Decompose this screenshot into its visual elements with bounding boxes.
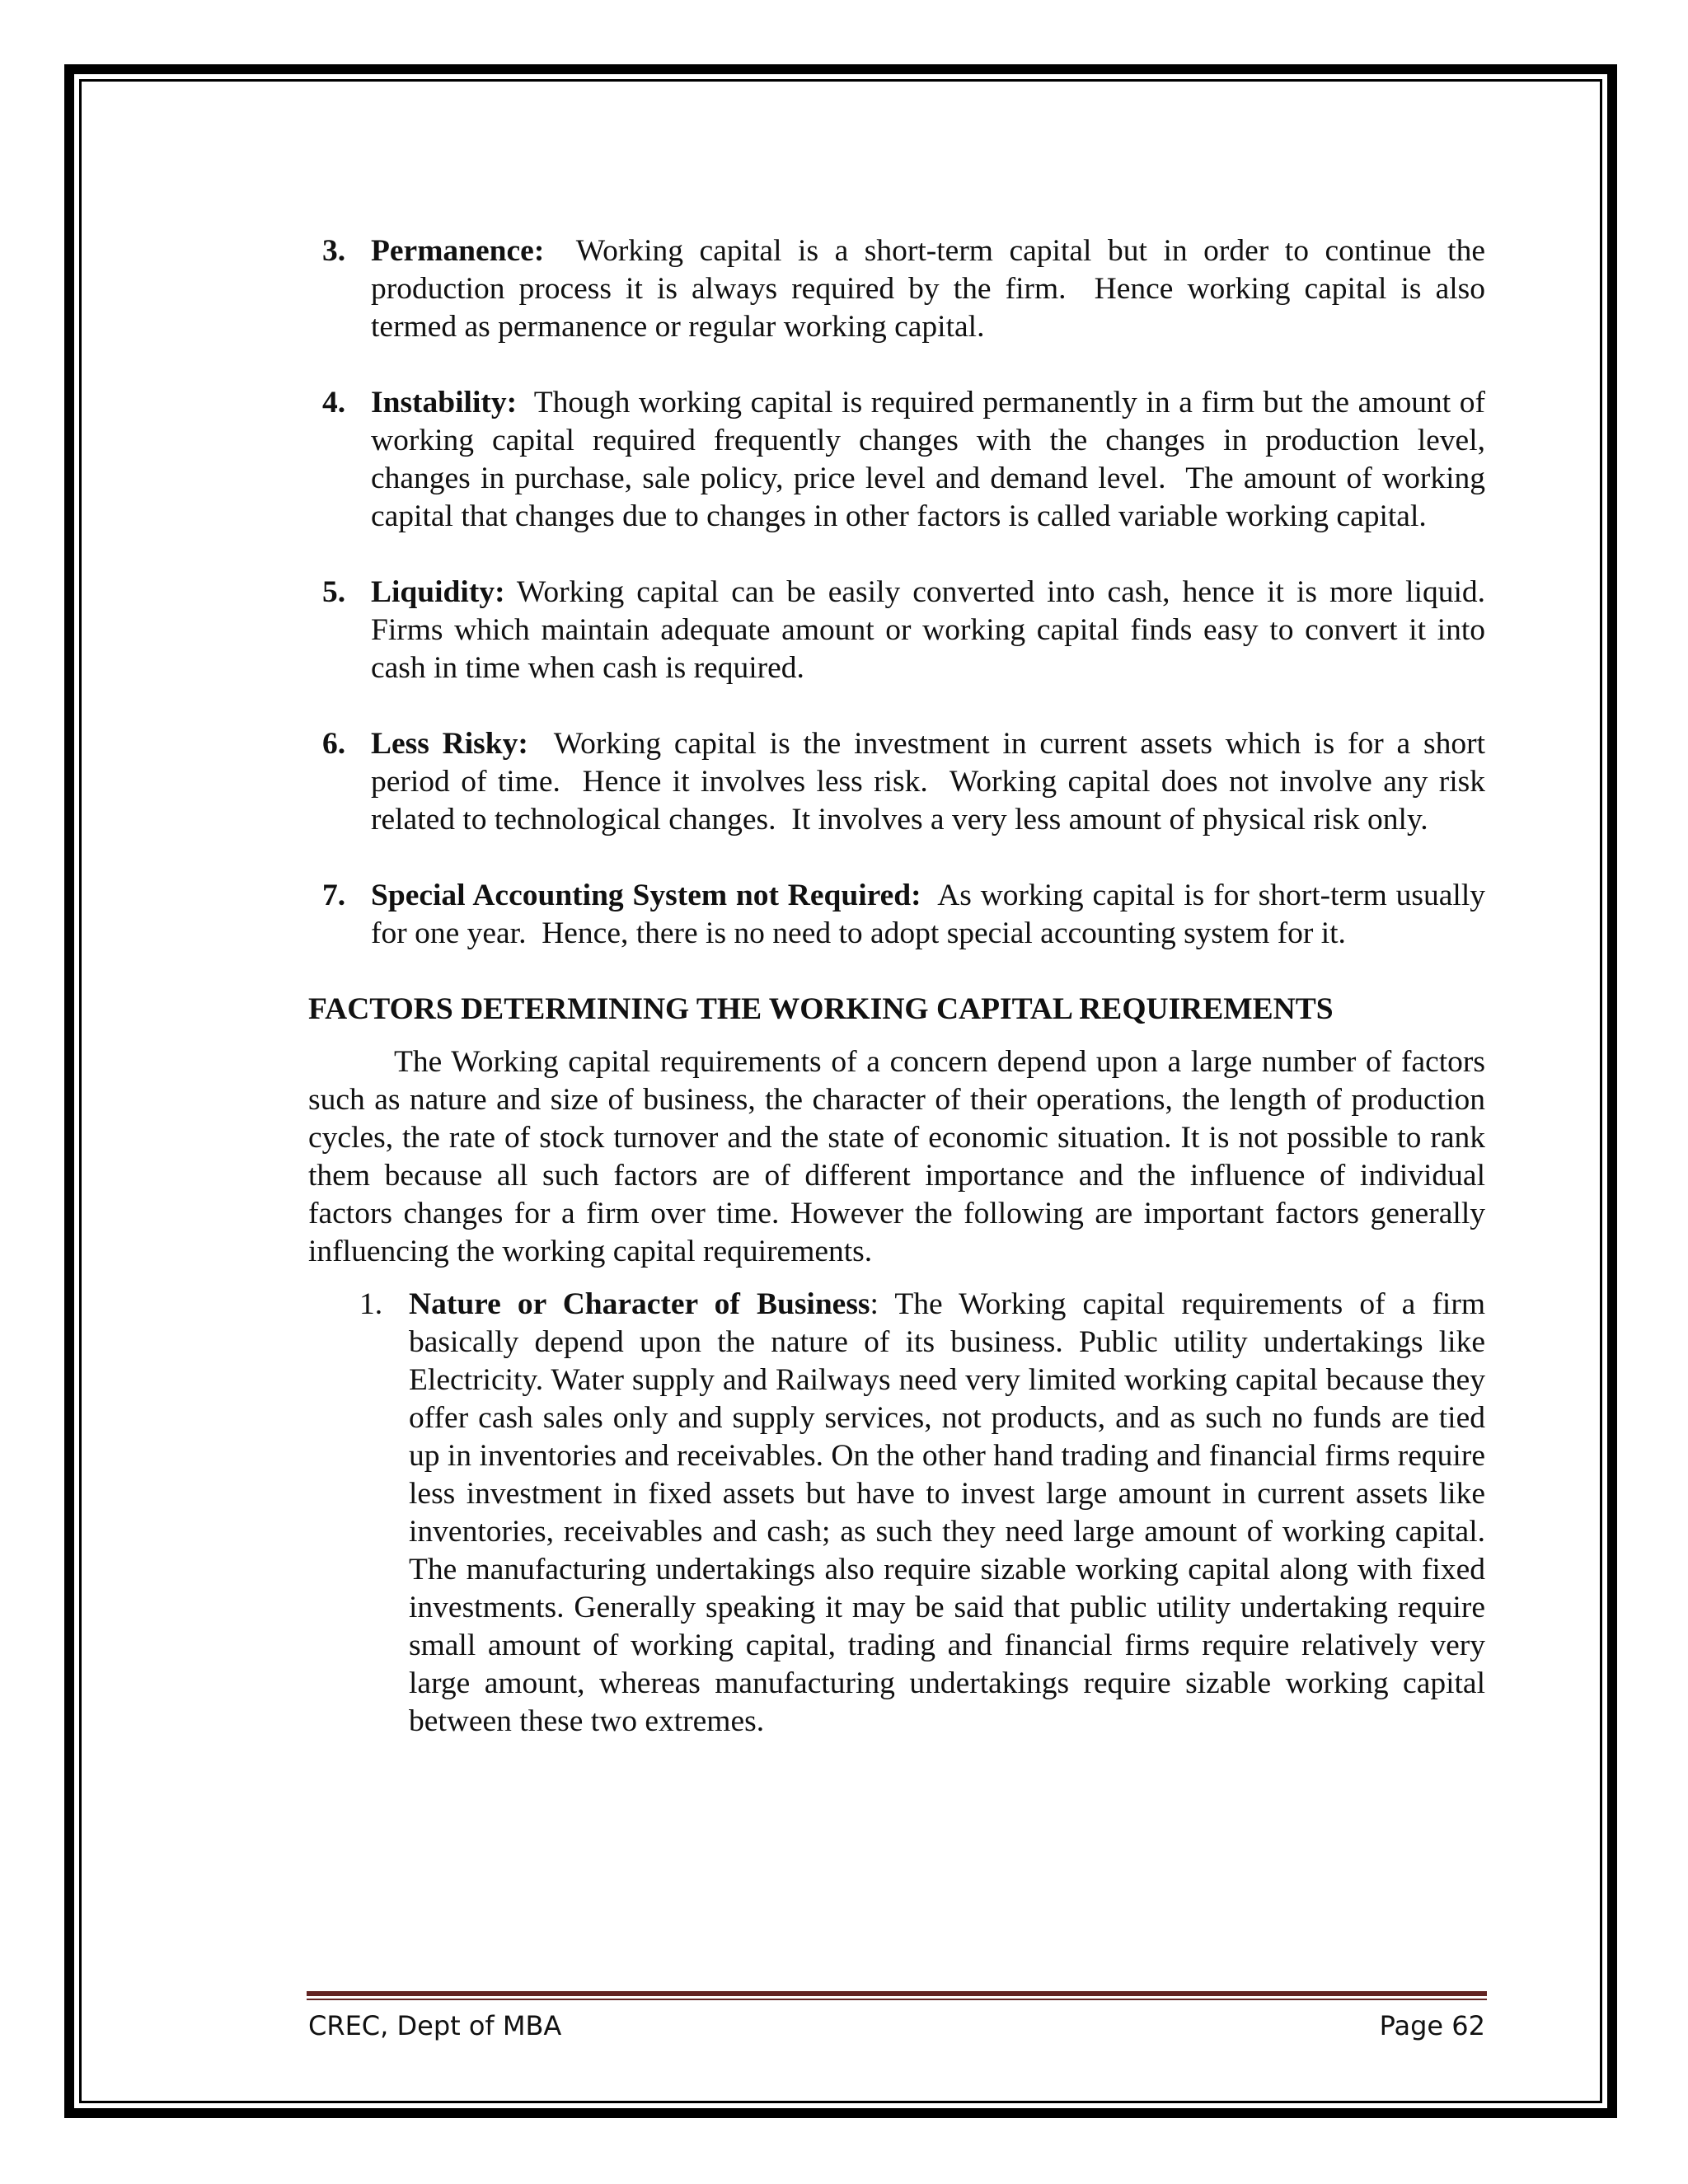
item-number: 5.	[322, 575, 346, 609]
item-text: Though working capital is required permanently in a firm but the amount of working capital required frequently changes with the changes in production level, changes in purchase, sale policy, price level and demand level. The amount of working capital that changes due to changes in other factors is called variable working capital.	[371, 386, 1493, 533]
item-title: Less Risky:	[371, 727, 528, 761]
list-item	[308, 877, 1493, 953]
list-item	[308, 574, 1501, 687]
item-text: As working capital is for short-term usually for one year. Hence, there is no need to adopt special accounting system for it.	[371, 879, 1493, 950]
item-text: Working capital can be easily converted into cash, hence it is more liquid. Firms which maintain adequate amount or working capital finds easy to convert it into cash in time when cash is required.	[371, 575, 1501, 685]
page-footer	[308, 2007, 1485, 2045]
footer-rule-thin	[307, 1999, 1487, 2000]
list-item	[308, 725, 1493, 839]
page-content	[308, 232, 1501, 1741]
list-item	[308, 384, 1493, 536]
item-title: Liquidity:	[371, 575, 505, 609]
item-text: : The Working capital requirements of a firm basically depend upon the nature of its business. Public utility undertakings like Electricity. Water supply and Railways need very limited working capital because they offer cash sales only and supply services, not products, and as such no funds are tied up in inventories and receivables. On the other hand trading and financial firms require less investment in fixed assets but have to invest large amount in current assets like inventories, receivables and cash; as such they need large amount of working capital. The manufacturing undertakings also require sizable working capital along with fixed investments. Generally speaking it may be said that public utility undertaking require small amount of working capital, trading and financial firms require relatively very large amount, whereas manufacturing undertakings require sizable working capital between these two extremes.	[409, 1287, 1485, 1738]
item-title: Permanence:	[371, 234, 545, 268]
item-text: Working capital is the investment in current assets which is for a short period of time. Hence it involves less risk. Working capital does not involve any risk related to technological changes. It involves a very less amount of physical risk only.	[371, 727, 1493, 837]
item-number: 6.	[322, 727, 346, 761]
section-heading: FACTORS DETERMINING THE WORKING CAPITAL REQUIREMENTS	[308, 992, 1334, 1026]
factors-list	[308, 1286, 1485, 1741]
item-title: Instability:	[371, 386, 518, 419]
list-item	[308, 232, 1493, 346]
item-title: Nature or Character of Business	[409, 1287, 870, 1321]
item-number: 3.	[322, 234, 346, 268]
item-title: Special Accounting System not Required:	[371, 879, 921, 912]
characteristics-list	[308, 232, 1501, 953]
footer-department: CREC, Dept of MBA	[308, 2010, 562, 2041]
item-number: 1.	[359, 1287, 383, 1321]
section-paragraph: The Working capital requirements of a concern depend upon a large number of factors such as nature and size of business, the character of their operations, the length of production cycles, the rate of stock turnover and the state of economic situation. It is not possible to rank them because all such factors are of different importance and the influence of individual factors changes for a firm over time. However the following are important factors generally influencing the working capital requirements.	[308, 1045, 1485, 1268]
list-item	[308, 1286, 1485, 1741]
item-number: 7.	[322, 879, 346, 912]
item-number: 4.	[322, 386, 346, 419]
item-text: Working capital is a short-term capital but in order to continue the production process it is always required by the firm. Hence working capital is also termed as permanence or regular working capital.	[371, 234, 1493, 344]
footer-rule	[307, 1991, 1487, 1996]
page-number: Page 62	[1379, 2010, 1485, 2041]
